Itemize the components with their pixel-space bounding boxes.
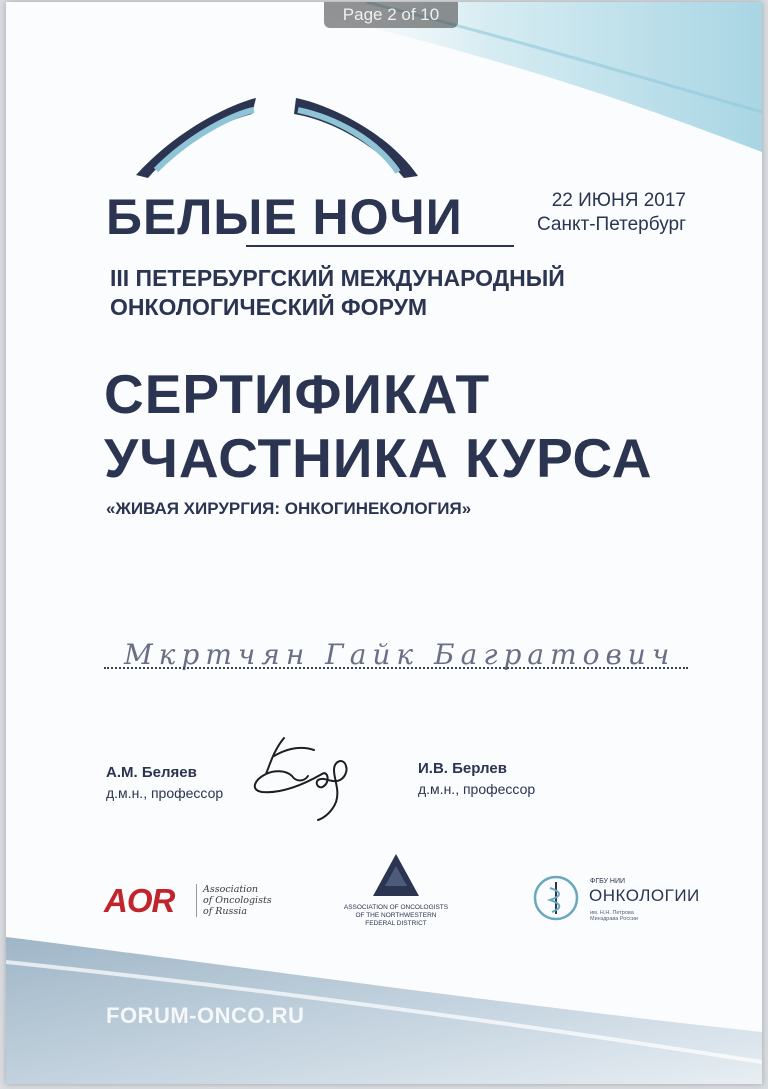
signer-1 [106,764,223,801]
nw-caption-line: ASSOCIATION OF ONCOLOGISTS [343,904,449,911]
aor-caption-line: of Russia [203,906,247,917]
signer-2-title: д.м.н., профессор [418,781,536,797]
nw-association-caption [336,904,456,928]
oncology-institute-sub: им. Н.Н. Петрова Минздрава России [590,910,638,922]
nw-caption-line: OF THE NORTHWESTERN [355,912,437,919]
oncology-institute-name: ОНКОЛОГИИ [589,886,700,905]
forum-website: FORUM-ONCO.RU [106,1003,305,1028]
signer-1-name: А.М. Беляев [106,764,197,781]
event-brand: БЕЛЫЕ НОЧИ [106,189,463,245]
signer-2-name: И.В. Берлев [418,760,507,777]
forum-title [110,264,730,322]
course-name: «ЖИВАЯ ХИРУРГИЯ: ОНКОГИНЕКОЛОГИЯ» [106,499,472,518]
signer-1-title: д.м.н., профессор [106,785,224,801]
certificate-title [104,362,744,490]
header-divider [246,245,514,247]
certificate-sheet [6,2,762,1084]
handwritten-signature [244,730,364,822]
event-date: 22 ИЮНЯ 2017 [551,190,686,211]
aor-caption [196,884,283,917]
aor-logo [104,882,274,922]
oncology-institute-abbr: ФГБУ НИИ [590,878,626,885]
pyramid-icon [371,852,421,898]
caduceus-icon [532,874,580,922]
participant-name: Мкртчян Гайк Багратович [124,638,676,671]
signer-2 [418,760,535,797]
certificate-title-line2: УЧАСТНИКА КУРСА [104,427,653,489]
name-dotted-line [104,667,688,669]
nw-association-logo [336,852,456,928]
oncology-institute-logo [532,872,702,928]
white-nights-arch-logo [126,90,426,180]
page-indicator: Page 2 of 10 [324,2,458,28]
aor-caption-line: Association [203,884,259,895]
nw-caption-line: FEDERAL DISTRICT [365,920,427,927]
certificate-title-line1: СЕРТИФИКАТ [104,363,491,425]
aor-caption-line: of Oncologists [203,895,272,906]
event-city: Санкт-Петербург [536,214,686,235]
aor-mark: AOR [104,882,175,919]
event-date-block [496,190,686,236]
forum-title-line2: ОНКОЛОГИЧЕСКИЙ ФОРУМ [110,294,428,320]
forum-title-line1: III ПЕТЕРБУРГСКИЙ МЕЖДУНАРОДНЫЙ [110,265,565,291]
